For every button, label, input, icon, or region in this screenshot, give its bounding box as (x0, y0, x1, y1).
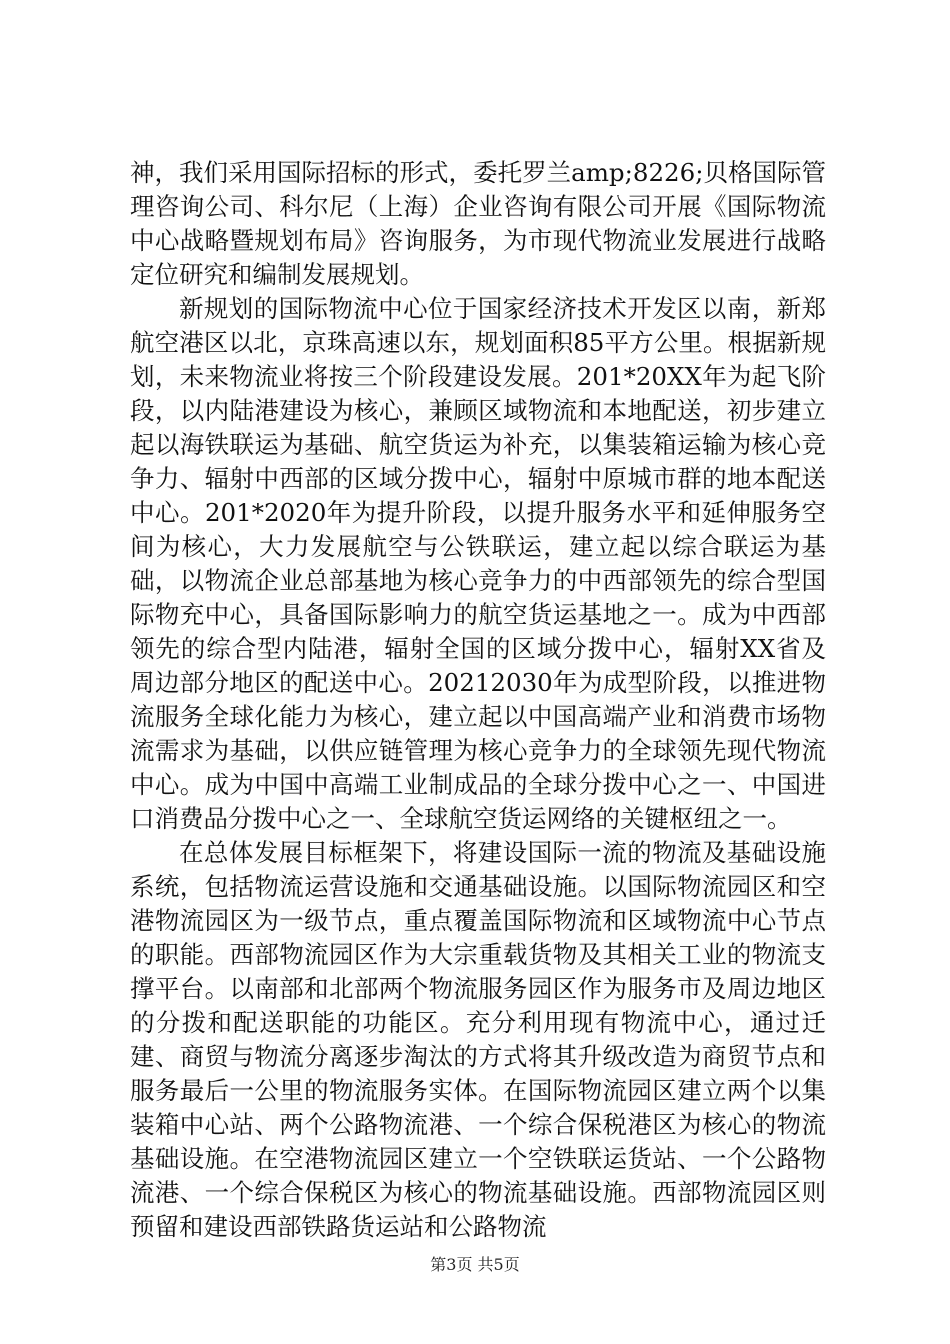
paragraph-2: 新规划的国际物流中心位于国家经济技术开发区以南，新郑航空港区以北，京珠高速以东，规划面积85平方公里。根据新规划，未来物流业将按三个阶段建设发展。201*20XX年为起飞阶段，以内陆港建设为核心，兼顾区域物流和本地配送，初步建立起以海铁联运为基础、航空货运为补充，以集装箱运输为核心竞争力、辐射中西部的区域分拨中心，辐射中原城市群的地本配送中心。201*2020年为提升阶段，以提升服务水平和延伸服务空间为核心，大力发展航空与公铁联运，建立起以综合联运为基础，以物流企业总部基地为核心竞争力的中西部领先的综合型国际物充中心，具备国际影响力的航空货运基地之一。成为中西部领先的综合型内陆港，辐射全国的区域分拨中心，辐射XX省及周边部分地区的配送中心。20212030年为成型阶段，以推进物流服务全球化能力为核心，建立起以中国高端产业和消费市场物流需求为基础，以供应链管理为核心竞争力的全球领先现代物流中心。成为中国中高端工业制成品的全球分拨中心之一、中国进口消费品分拨中心之一、全球航空货运网络的关键枢纽之一。 (130, 294, 826, 833)
page-footer: 第3页 共5页 (430, 1255, 520, 1274)
document-body (130, 156, 826, 1244)
paragraph-3: 在总体发展目标框架下，将建设国际一流的物流及基础设施系统，包括物流运营设施和交通基础设施。以国际物流园区和空港物流园区为一级节点，重点覆盖国际物流和区域物流中心节点的职能。西部物流园区作为大宗重载货物及其相关工业的物流支撑平台。以南部和北部两个物流服务园区作为服务市及周边地区的分拨和配送职能的功能区。充分利用现有物流中心，通过迁建、商贸与物流分离逐步淘汰的方式将其升级改造为商贸节点和服务最后一公里的物流服务实体。在国际物流园区建立两个以集装箱中心站、两个公路物流港、一个综合保税港区为核心的物流基础设施。在空港物流园区建立一个空铁联运货站、一个公路物流港、一个综合保税区为核心的物流基础设施。西部物流园区则预留和建设西部铁路货运站和公路物流 (130, 838, 826, 1241)
paragraph-1: 神，我们采用国际招标的形式，委托罗兰amp;8226;贝格国际管理咨询公司、科尔尼（上海）企业咨询有限公司开展《国际物流中心战略暨规划布局》咨询服务，为市现代物流业发展进行战略定位研究和编制发展规划。 (130, 158, 826, 289)
